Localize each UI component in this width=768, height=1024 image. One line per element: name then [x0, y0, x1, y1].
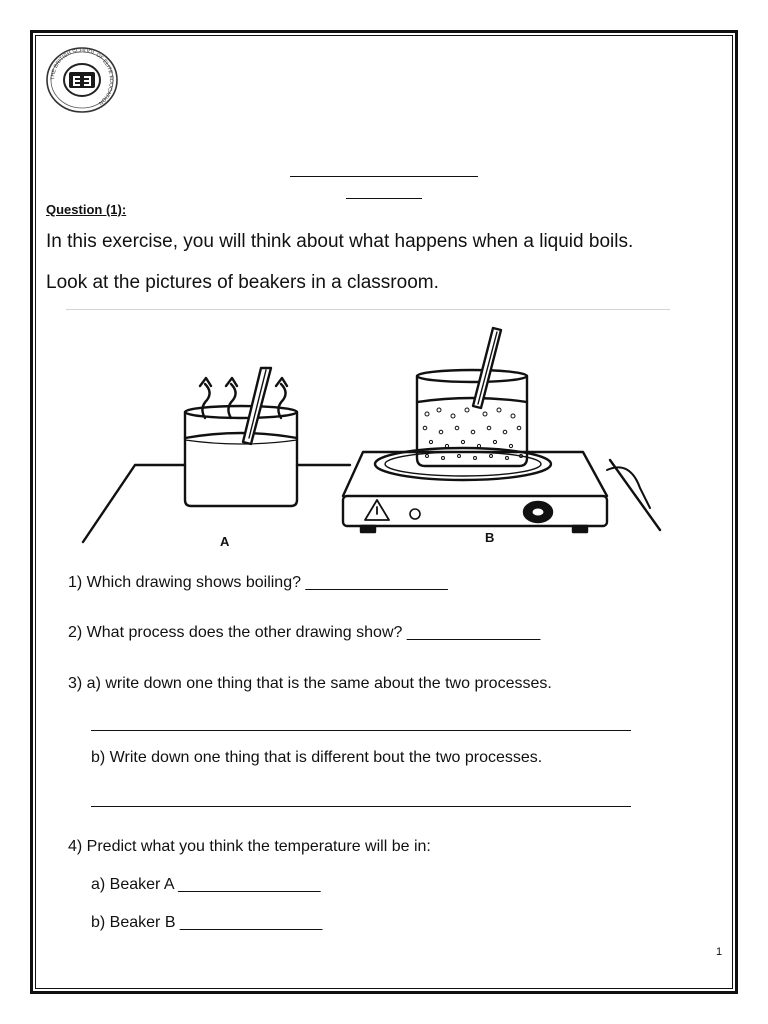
question-intro-line-1: In this exercise, you will think about what happens when a liquid boils.: [46, 231, 634, 252]
answer-line-3b[interactable]: [91, 806, 631, 807]
question-3b: b) Write down one thing that is different bout the two processes.: [91, 749, 543, 766]
steam-arrows-icon: [200, 378, 287, 418]
table-edge-right: [610, 460, 660, 530]
beakers-illustration: [75, 320, 675, 552]
question-4a: a) Beaker A ________________: [91, 876, 321, 893]
beaker-b-icon: [417, 328, 527, 466]
table-edge-left: [83, 465, 185, 542]
figure-label-a: A: [220, 534, 230, 549]
question-intro-line-2: Look at the pictures of beakers in a classroom.: [46, 272, 439, 293]
page-number: 1: [716, 946, 723, 958]
title-underline-blank: [290, 176, 478, 177]
question-1: 1) Which drawing shows boiling? ________________: [68, 574, 448, 591]
beakers-figure: [75, 320, 675, 552]
question-4b: b) Beaker B ________________: [91, 914, 323, 931]
warning-triangle-icon: [365, 500, 389, 520]
figure-label-b: B: [485, 530, 495, 545]
question-4: 4) Predict what you think the temperature will be in:: [68, 838, 431, 855]
school-seal-book-icon: [44, 46, 120, 114]
subtitle-underline-blank: [346, 198, 422, 199]
divider-rule: [66, 309, 670, 310]
school-logo: [44, 46, 120, 114]
question-3a: 3) a) write down one thing that is the same about the two processes.: [68, 675, 552, 692]
question-2: 2) What process does the other drawing show? _______________: [68, 624, 541, 641]
answer-line-3a[interactable]: [91, 730, 631, 731]
beaker-a-icon: [185, 368, 297, 506]
logo-text: THE BRITISH SCHOOL OF ELITE EDUCATION: [49, 47, 115, 106]
question-label: Question (1):: [46, 202, 127, 217]
